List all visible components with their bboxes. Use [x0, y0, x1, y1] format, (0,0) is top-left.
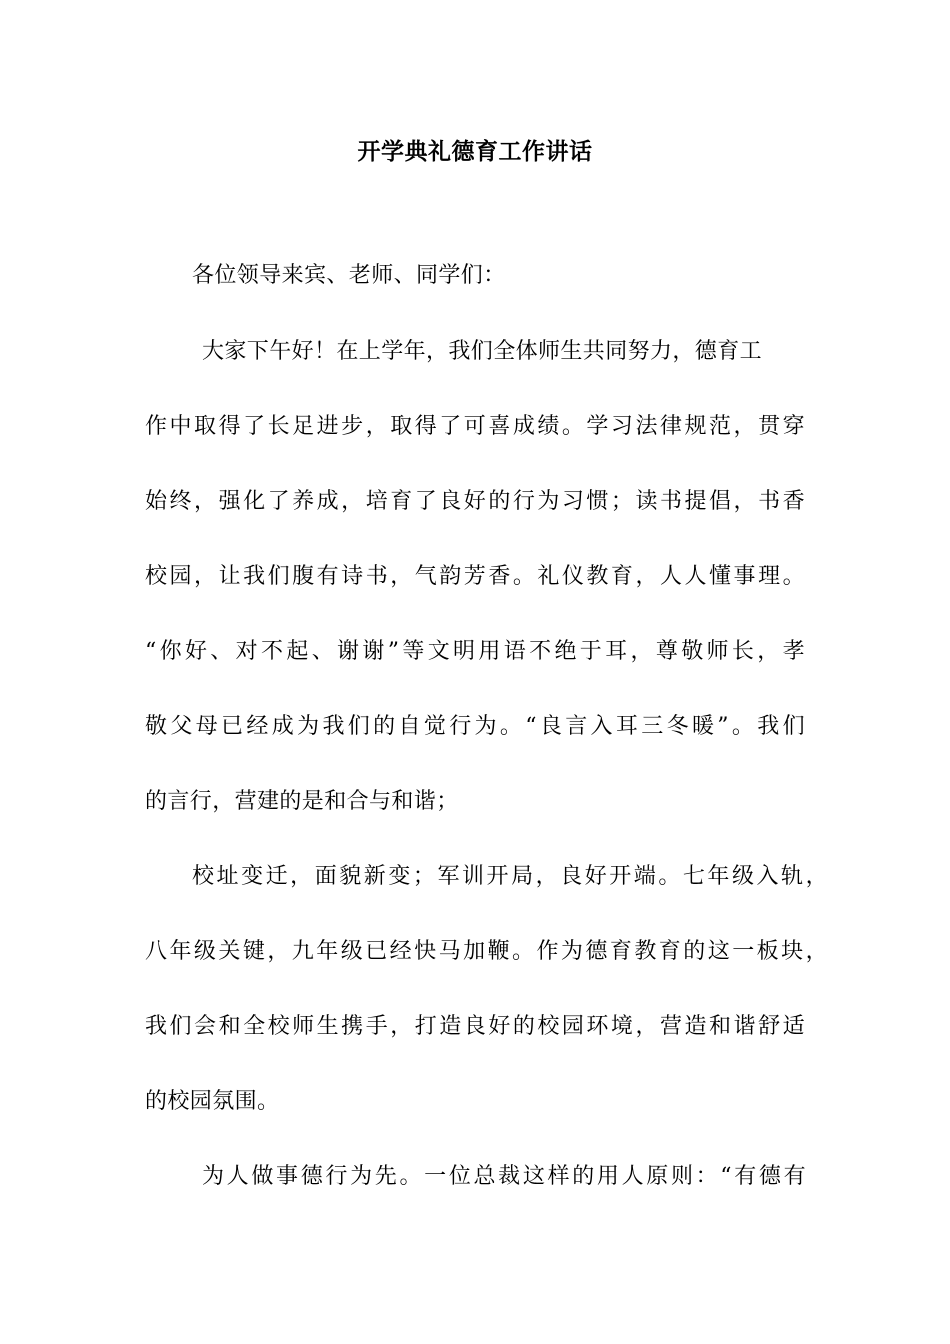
page-title: 开学典礼德育工作讲话 — [357, 138, 593, 165]
paragraph-line: 我们会和全校师生携手，打造良好的校园环境，营造和谐舒适 — [145, 1014, 805, 1039]
paragraph-line: 大家下午好！在上学年，我们全体师生共同努力，德育工 — [202, 339, 763, 364]
paragraph-line: 的校园氛围。 — [145, 1089, 280, 1114]
paragraph-line: 作中取得了长足进步，取得了可喜成绩。学习法律规范，贯穿 — [145, 414, 805, 439]
paragraph-line: 校址变迁，面貌新变；军训开局，良好开端。七年级入轨， — [192, 864, 828, 889]
paragraph-line: 的言行，营建的是和合与和谐； — [145, 789, 459, 814]
paragraph-line: 始终，强化了养成，培育了良好的行为习惯；读书提倡，书香 — [145, 489, 805, 514]
paragraph-line: 敬父母已经成为我们的自觉行为。“良言入耳三冬暖”。我们 — [145, 714, 805, 739]
paragraph-line: “你好、对不起、谢谢”等文明用语不绝于耳，尊敬师长，孝 — [145, 639, 805, 664]
paragraph-line: 为人做事德行为先。一位总裁这样的用人原则：“有德有 — [202, 1164, 806, 1189]
paragraph-line: 校园，让我们腹有诗书，气韵芳香。礼仪教育，人人懂事理。 — [145, 564, 805, 589]
salutation-line: 各位领导来宾、老师、同学们： — [192, 263, 506, 288]
paragraph-line: 八年级关键，九年级已经快马加鞭。作为德育教育的这一板块， — [145, 939, 828, 964]
